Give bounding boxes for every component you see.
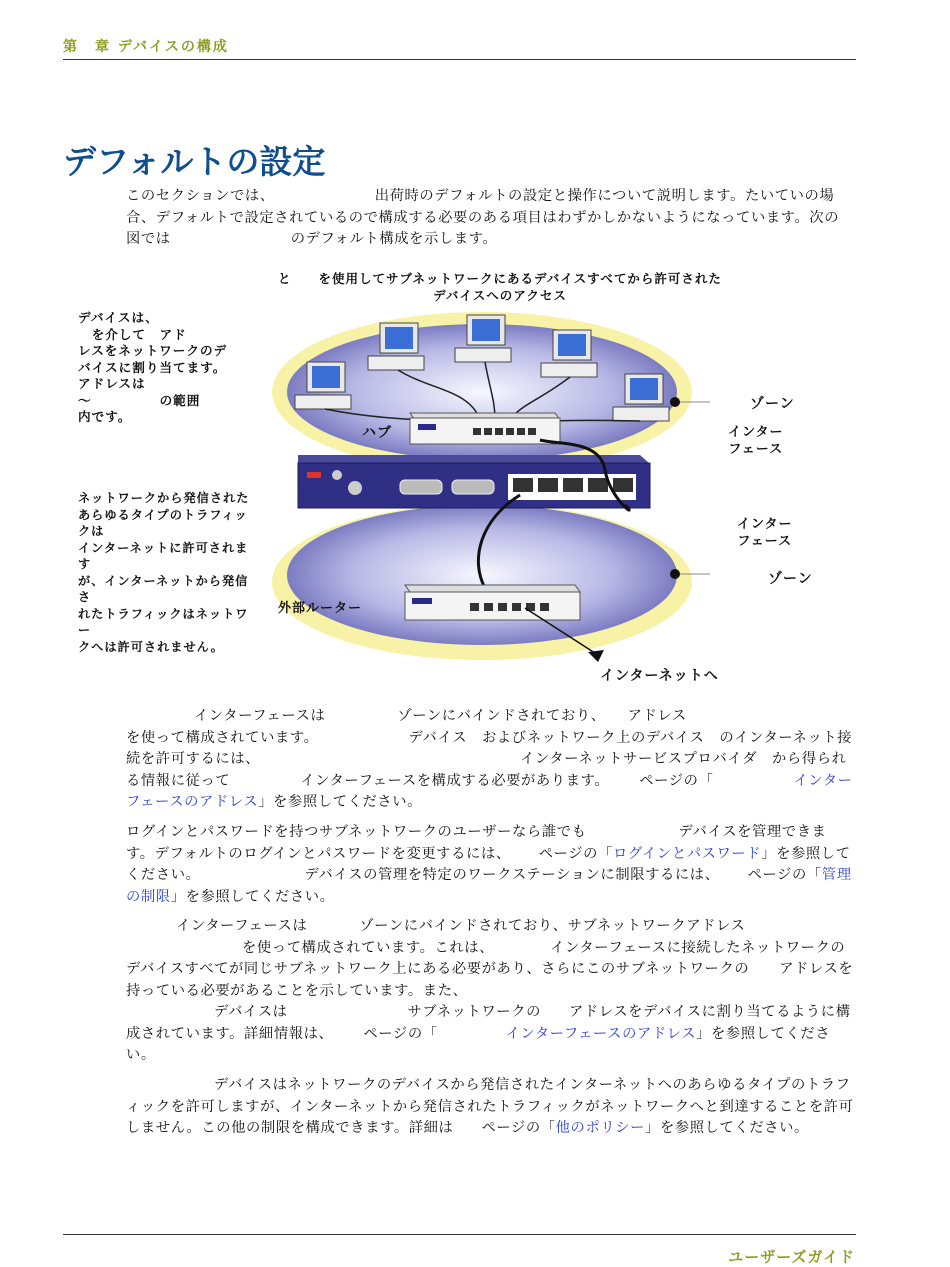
trust-zone-label: ゾーン xyxy=(750,396,795,412)
policy-paragraph xyxy=(126,1075,854,1140)
p1-d: を使って構成されています。 xyxy=(126,729,319,746)
footer-title: ユーザーズガイド xyxy=(728,1248,855,1266)
page-title: デフォルトの設定 xyxy=(63,142,326,181)
p2-c: ページの「 xyxy=(538,845,613,862)
trust-subnet-paragraph xyxy=(126,916,854,1067)
untrust-zone-marker xyxy=(670,569,680,579)
p1-g: インターフェースを構成する必要があります。 xyxy=(300,772,610,789)
router-icon xyxy=(405,585,580,620)
router-label: 外部ルーター xyxy=(278,601,363,616)
dhcp-note: デバイスは、 を介して アド レスをネットワークのデ バイスに割り当てます。 アドレスは ～ の範囲 内です。 xyxy=(78,310,228,424)
login-password-link[interactable]: ログインとパスワード xyxy=(612,845,762,862)
chapter-header: 第 章 デバイスの構成 xyxy=(63,39,229,55)
p2-g: 」を参照してください。 xyxy=(170,888,335,905)
p3-a: インターフェースは xyxy=(176,918,308,934)
p3-j: 」を参照してください。 xyxy=(126,1025,831,1063)
hub-icon xyxy=(410,413,560,444)
p3-i: ページの「 xyxy=(363,1025,438,1042)
untrust-interface-label: インター フェース xyxy=(737,517,793,549)
p2-a: ログインとパスワードを持つサブネットワークのユーザーなら誰でも xyxy=(126,824,587,840)
untrust-zone-disc xyxy=(287,505,677,645)
p3-g: サブネットワークの xyxy=(407,1004,541,1020)
p3-e: アドレスを持っている必要があることを示しています。また、 xyxy=(126,961,854,999)
other-policies-link[interactable]: 他のポリシー xyxy=(555,1120,646,1136)
internet-arrow-head xyxy=(588,650,604,662)
p1-f: インターネットサービスプロバイダ から得られる情報に従って xyxy=(126,751,847,789)
intro-text-a: このセクションでは、 xyxy=(126,188,275,204)
p3-b: ゾーンにバインドされており、サブネットワークアドレス xyxy=(359,918,746,934)
login-paragraph xyxy=(126,822,854,908)
internet-label: インターネットへ xyxy=(600,668,719,684)
figure-caption-line2: デバイスへのアクセス xyxy=(433,288,567,303)
p1-i: 」を参照してください。 xyxy=(258,794,423,810)
intro-text-b: 出荷時のデフォルトの設定と操作について説明します。たいていの場合、デフォルトで設定されているので構成する必要のある項目はわずかしかないようになっています。次の図では xyxy=(126,188,840,247)
p1-b: ゾーンにバインドされており、 xyxy=(397,708,606,724)
p1-e: デバイス およびネットワーク上のデバイス のインターネット接続を許可するには、 xyxy=(126,729,853,767)
hub-label: ハブ xyxy=(362,425,392,441)
p1-a: インターフェースは xyxy=(194,708,326,724)
figure-caption-line1: と を使用してサブネットワークにあるデバイスすべてから許可された xyxy=(278,271,722,286)
p2-f: ページの「 xyxy=(747,867,822,883)
p3-d: インターフェースに接続したネットワークのデバイスすべてが同じサブネットワーク上にある必要があり、さらにこのサブネットワークの xyxy=(126,939,846,977)
p4-b: ページの「 xyxy=(481,1120,556,1136)
untrust-zone-label: ゾーン xyxy=(768,571,813,587)
interface-address-link[interactable]: インターフェースのアドレス xyxy=(126,772,853,810)
p1-c: アドレス xyxy=(627,708,687,724)
footer-rule xyxy=(63,1234,856,1235)
p3-c: を使って構成されています。これは、 xyxy=(242,939,495,956)
security-device-icon xyxy=(298,455,650,508)
trust-interface-label: インター フェース xyxy=(728,425,784,457)
p2-e: デバイスの管理を特定のワークステーションに制限するには、 xyxy=(304,867,720,883)
p4-c: 」を参照してください。 xyxy=(645,1120,809,1136)
p4-a: デバイスはネットワークのデバイスから発信されたインターネットへのあらゆるタイプのトラフィックを許可しますが、インターネットから発信されたトラフィックがネットワークへと到達することを許可しません。この他の制限を構成できます。詳細は xyxy=(126,1077,854,1136)
p1-h: ページの「 xyxy=(639,772,714,789)
policy-note: ネットワークから発信された あらゆるタイプのトラフィックは インターネットに許可されます が、インターネットから発信さ れたトラフィックはネットワー クへは許可されません。 xyxy=(78,491,250,654)
trust-interface-paragraph xyxy=(126,706,854,814)
p2-b: デバイスを管理できます。デフォルトのログインとパスワードを変更するには、 xyxy=(126,824,827,862)
management-restriction-link[interactable]: 管理の制限 xyxy=(126,867,852,905)
p3-h: アドレスをデバイスに割り当てるように構成されています。詳細情報は、 xyxy=(126,1004,851,1042)
trust-zone-marker xyxy=(670,397,680,407)
intro-text-c: のデフォルト構成を示します。 xyxy=(290,231,498,247)
p2-d: 」を参照してください。 xyxy=(126,845,851,883)
interface-address-link-2[interactable]: インターフェースのアドレス xyxy=(505,1025,697,1042)
p3-f: デバイスは xyxy=(214,1004,288,1020)
